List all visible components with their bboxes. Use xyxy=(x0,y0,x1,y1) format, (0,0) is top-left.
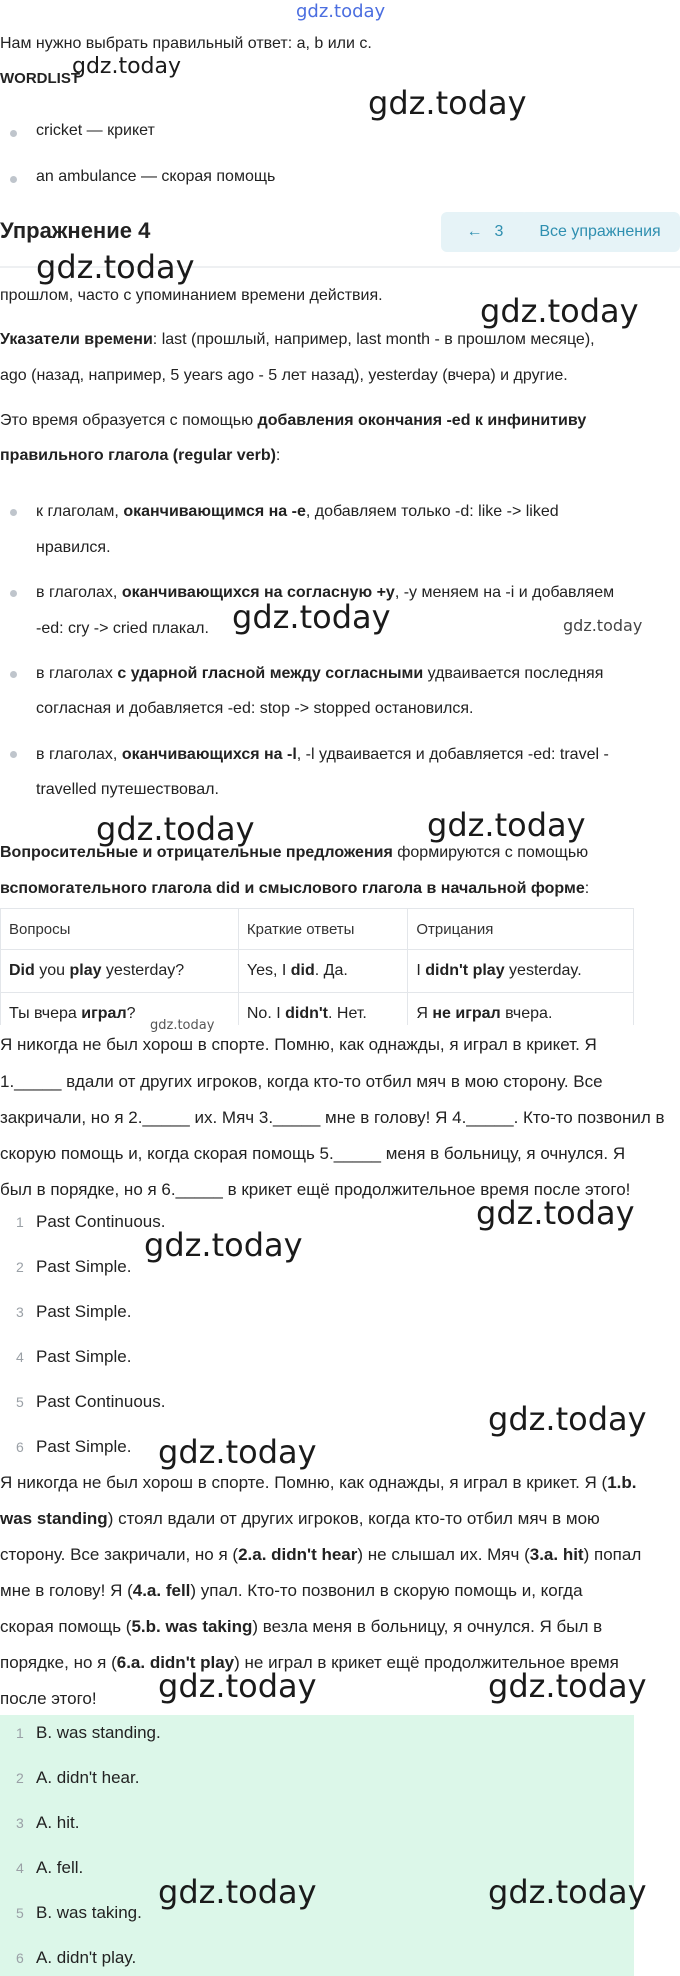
markers-line: Указатели времени: last (прошлый, например, last month - в прошлом месяце), xyxy=(0,331,595,348)
table-cell: No. I didn't. Нет. xyxy=(238,993,407,1036)
wordlist-title: WORDLIST xyxy=(0,70,80,87)
table-cell: Ты вчера играл? xyxy=(1,993,239,1036)
watermark: gdz.today xyxy=(144,1226,303,1264)
answer-number: 4 xyxy=(16,1860,24,1876)
watermark: gdz.today xyxy=(36,248,195,286)
list-item: Past Simple. xyxy=(36,1257,132,1276)
answer-number: 2 xyxy=(16,1770,24,1786)
solved-line: после этого! xyxy=(0,1689,97,1708)
list-item: Past Simple. xyxy=(36,1302,132,1321)
watermark: gdz.today xyxy=(488,1400,647,1438)
bullet-icon xyxy=(10,130,17,137)
answer-number: 3 xyxy=(16,1815,24,1831)
answers-panel xyxy=(0,1715,634,1976)
site-logo[interactable]: gdz.today xyxy=(296,1,386,22)
wordlist-item: cricket — крикет xyxy=(36,122,155,139)
bullet-icon xyxy=(10,509,17,516)
watermark: gdz.today xyxy=(232,598,391,636)
bullet-icon xyxy=(10,176,17,183)
answer-number: 5 xyxy=(16,1905,24,1921)
table-header: Отрицания xyxy=(408,909,634,950)
task-line: Я никогда не был хорош в спорте. Помню, как однажды, я играл в крикет. Я xyxy=(0,1035,597,1054)
watermark: gdz.today xyxy=(368,84,527,122)
formation-line2: правильного глагола (regular verb): xyxy=(0,447,281,464)
answer-number: 1 xyxy=(16,1725,24,1741)
solved-line: порядке, но я (6.a. didn't play) не играл в крикет ещё продолжительное время xyxy=(0,1653,619,1672)
task-line: был в порядке, но я 6._____ в крикет ещё продолжительное время после этого! xyxy=(0,1180,631,1199)
table-row xyxy=(1,950,634,993)
rule-item-line2: -ed: cry -> cried плакал. xyxy=(36,620,209,637)
answer-item: B. was standing. xyxy=(36,1723,161,1742)
list-item: Past Continuous. xyxy=(36,1392,166,1411)
watermark: gdz.today xyxy=(72,54,182,79)
list-item: Past Simple. xyxy=(36,1347,132,1366)
wordlist-item: an ambulance — скорая помощь xyxy=(36,168,276,185)
watermark: gdz.today xyxy=(488,1667,647,1705)
solved-line: Я никогда не был хорош в спорте. Помню, как однажды, я играл в крикет. Я (1.b. xyxy=(0,1473,637,1492)
task-line: скорую помощь и, когда скорая помощь 5._____ меня в больницу, я очнулся. Я xyxy=(0,1144,626,1163)
questions-line: Вопросительные и отрицательные предложения формируются с помощью xyxy=(0,844,589,861)
answer-item: A. didn't hear. xyxy=(36,1768,140,1787)
list-number: 2 xyxy=(16,1259,24,1275)
answer-item: A. didn't play. xyxy=(36,1948,137,1967)
list-number: 1 xyxy=(16,1214,24,1230)
watermark: gdz.today xyxy=(158,1667,317,1705)
exercise-title: Упражнение 4 xyxy=(0,218,151,243)
grammar-table xyxy=(0,908,634,1036)
rule-item-line2: travelled путешествовал. xyxy=(36,781,219,798)
questions-line2: вспомогательного глагола did и смыслового глагола в начальной форме: xyxy=(0,880,590,897)
bullet-icon xyxy=(10,751,17,758)
prev-exercise-label: 3 xyxy=(494,223,504,240)
watermark: gdz.today xyxy=(158,1873,317,1911)
table-cell: Я не играл вчера. xyxy=(408,993,634,1036)
rule-item-line2: нравился. xyxy=(36,539,111,556)
rule-item-line2: согласная и добавляется -ed: stop -> stopped остановился. xyxy=(36,700,474,717)
solved-line: was standing) стоял вдали от других игроков, когда кто-то отбил мяч в мою xyxy=(0,1509,600,1528)
answer-item: B. was taking. xyxy=(36,1903,142,1922)
answer-item: A. hit. xyxy=(36,1813,80,1832)
task-line: закричали, но я 2._____ их. Мяч 3._____ мне в голову! Я 4._____. Кто-то позвонил в xyxy=(0,1108,665,1127)
table-header: Краткие ответы xyxy=(238,909,407,950)
intro-text: Нам нужно выбрать правильный ответ: a, b или c. xyxy=(0,35,372,52)
formation-line: Это время образуется с помощью добавления окончания -ed к инфинитиву xyxy=(0,412,587,429)
solved-line: мне в голову! Я (4.a. fell) упал. Кто-то позвонил в скорую помощь и, когда xyxy=(0,1581,583,1600)
list-item: Past Continuous. xyxy=(36,1212,166,1231)
markers-label: Указатели времени xyxy=(0,331,153,348)
watermark: gdz.today xyxy=(480,292,639,330)
list-number: 4 xyxy=(16,1349,24,1365)
watermark: gdz.today xyxy=(96,810,255,848)
answer-number: 6 xyxy=(16,1950,24,1966)
rule-item: в глаголах, оканчивающихся на -l, -l удваивается и добавляется -ed: travel - xyxy=(36,746,609,763)
rule-item: к глаголам, оканчивающимся на -e, добавляем только -d: like -> liked xyxy=(36,503,559,520)
bullet-icon xyxy=(10,590,17,597)
solved-line: сторону. Все закричали, но я (2.a. didn't hear) не слышал их. Мяч (3.a. hit) попал xyxy=(0,1545,642,1564)
watermark: gdz.today xyxy=(158,1433,317,1471)
prev-exercise-button[interactable] xyxy=(441,212,529,252)
arrow-left-icon: ← xyxy=(466,223,483,240)
theory-line: прошлом, часто с упоминанием времени действия. xyxy=(0,287,383,304)
task-line: 1._____ вдали от других игроков, когда кто-то отбил мяч в мою сторону. Все xyxy=(0,1072,603,1091)
list-number: 5 xyxy=(16,1394,24,1410)
table-cell: Did you play yesterday? xyxy=(1,950,239,993)
table-header: Вопросы xyxy=(1,909,239,950)
table-cell: Yes, I did. Да. xyxy=(238,950,407,993)
solved-line: скорая помощь (5.b. was taking) везла меня в больницу, я очнулся. Я был в xyxy=(0,1617,603,1636)
bullet-icon xyxy=(10,671,17,678)
rule-item: в глаголах, оканчивающихся на согласную +y, -y меняем на -i и добавляем xyxy=(36,584,615,601)
rule-item: в глаголах с ударной гласной между согласными удваивается последняя xyxy=(36,665,604,682)
list-number: 6 xyxy=(16,1439,24,1455)
watermark: gdz.today xyxy=(488,1873,647,1911)
all-exercises-button[interactable]: Все упражнения xyxy=(520,212,680,252)
watermark: gdz.today xyxy=(476,1194,635,1232)
answer-item: A. fell. xyxy=(36,1858,84,1877)
markers-line2: ago (назад, например, 5 years ago - 5 лет назад), yesterday (вчера) и другие. xyxy=(0,367,568,384)
watermark: gdz.today xyxy=(563,616,643,635)
list-item: Past Simple. xyxy=(36,1437,132,1456)
table-cell: I didn't play yesterday. xyxy=(408,950,634,993)
watermark: gdz.today xyxy=(427,806,586,844)
list-number: 3 xyxy=(16,1304,24,1320)
watermark: gdz.today xyxy=(150,1018,215,1033)
